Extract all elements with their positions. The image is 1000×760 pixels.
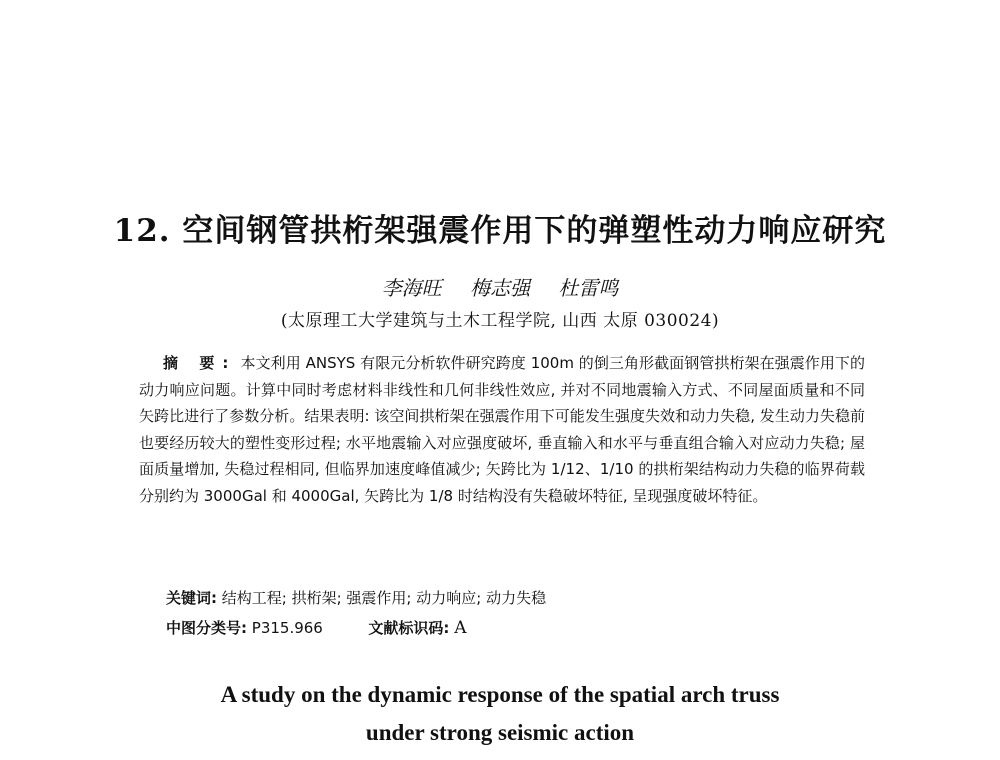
author-name: 梅志强 (470, 276, 530, 300)
doc-code-value: A (454, 618, 467, 638)
keywords-text: 结构工程; 拱桁架; 强震作用; 动力响应; 动力失稳 (221, 589, 547, 607)
author-name: 杜雷鸣 (558, 276, 619, 300)
classification (166, 617, 866, 638)
author-list (0, 272, 1000, 301)
english-title-line: A study on the dynamic response of the spatial arch truss (220, 682, 780, 707)
keywords (166, 587, 866, 608)
english-title-line: under strong seismic action (365, 720, 635, 745)
affiliation: (太原理工大学建筑与土木工程学院, 山西 太原 030024) (280, 311, 720, 331)
doc-code-label: 文献标识码: (368, 619, 450, 637)
class-value: P315.966 (251, 619, 323, 637)
english-title (0, 676, 1000, 752)
abstract (139, 350, 865, 510)
keywords-label: 关键词: (166, 589, 217, 607)
class-label: 中图分类号: (166, 619, 247, 637)
paper-title: 12. 空间钢管拱桁架强震作用下的弹塑性动力响应研究 (113, 213, 887, 249)
author-name: 李海旺 (381, 276, 442, 300)
abstract-label: 摘 要: (163, 354, 237, 372)
abstract-text: 本文利用 ANSYS 有限元分析软件研究跨度 100m 的倒三角形截面钢管拱桁架在强震作用下的动力响应问题。计算中同时考虑材料非线性和几何非线性效应, 并对不同地震输入方式、不同屋面质量和不同矢跨比进行了参数分析。结果表明: 该空间拱桁架在强震作用下可能发生强度失效和动力失稳, 发生动力失稳前也要经历较大的塑性变形过程; 水平地震输入对应强度破坏, 垂直输入和水平与垂直组合输入对应动力失稳; 屋面质量增加, 失稳过程相同, 但临界加速度峰值减少; 矢跨比为 1/12、1/10 的拱桁架结构动力失稳的临界荷载分别约为 3000Gal 和 4000Gal, 矢跨比为 1/8 时结构没有失稳破坏特征, 呈现强度破坏特征。 (139, 354, 865, 505)
